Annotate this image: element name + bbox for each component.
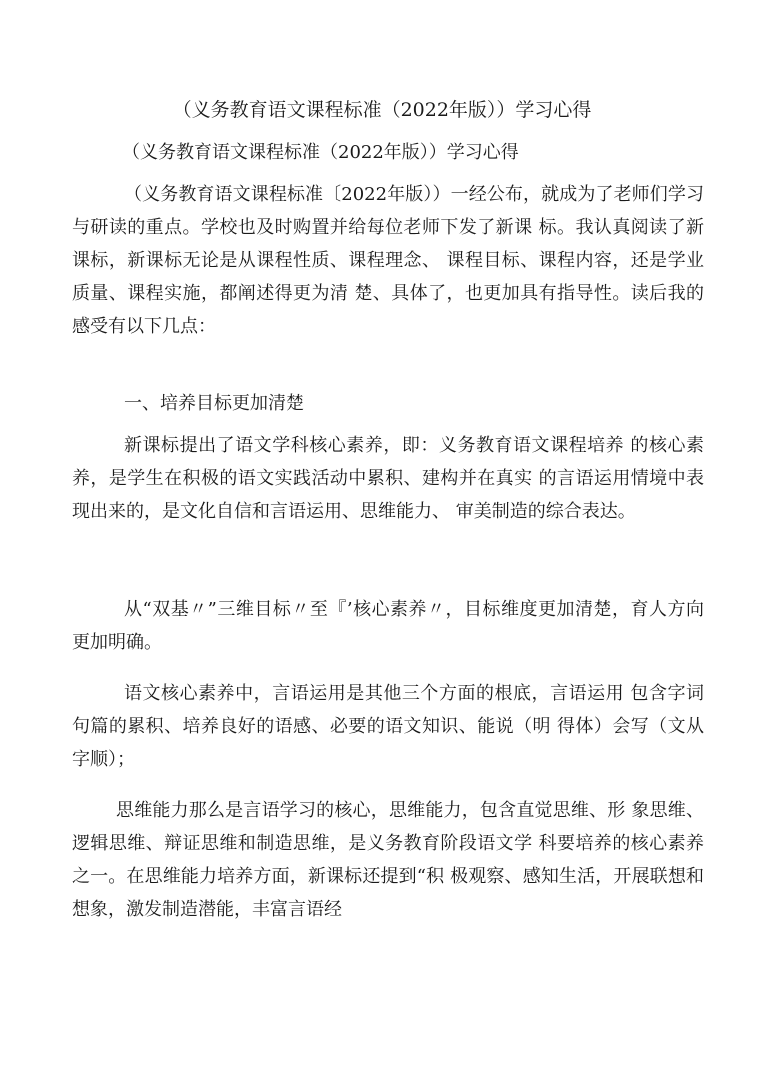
goal-dimension-paragraph: 从“双基〃”三维目标〃至『’核心素养〃，目标维度更加清楚，育人方向更加明确。 (72, 599, 704, 653)
thinking-ability-paragraph: 思维能力那么是言语学习的核心，思维能力，包含直觉思维、形 象思维、逻辑思维、辩证思维和制造思维，是义务教育阶段语文学 科要培养的核心素养之一。在思维能力培养方面，新课标还提到“积 极观察、感知生活，开展联想和想象，激发制造潜能，丰富言语经 (72, 800, 704, 920)
core-literacy-paragraph: 新课标提出了语文学科核心素养，即：义务教育语文课程培养 的核心素养，是学生在积极的语文实践活动中累积、建构并在真实 的言语运用情境中表现出来的，是文化自信和言语运用、思维能力、 审美制造的综合表达。 (72, 435, 704, 522)
language-use-paragraph: 语文核心素养中，言语运用是其他三个方面的根底，言语运用 包含字词句篇的累积、培养良好的语感、必要的语文知识、能说（明 得体）会写（文从字顺）； (72, 683, 704, 770)
document-subtitle: （义务教育语文课程标准（2022年版））学习心得 (122, 142, 519, 163)
document-title: （义务教育语文课程标准（2022年版））学习心得 (172, 99, 592, 121)
section-heading: 一、培养目标更加清楚 (124, 393, 304, 414)
intro-paragraph: （义务教育语文课程标准〔2022年版））一经公布，就成为了老师们学习与研读的重点。学校也及时购置并给每位老师下发了新课 标。我认真阅读了新课标，新课标无论是从课程性质、课程理念、 课程目标、课程内容，还是学业质量、课程实施，都阐述得更为清 楚、具体了，也更加具有指导性。读后我的感受有以下几点： (72, 184, 704, 337)
